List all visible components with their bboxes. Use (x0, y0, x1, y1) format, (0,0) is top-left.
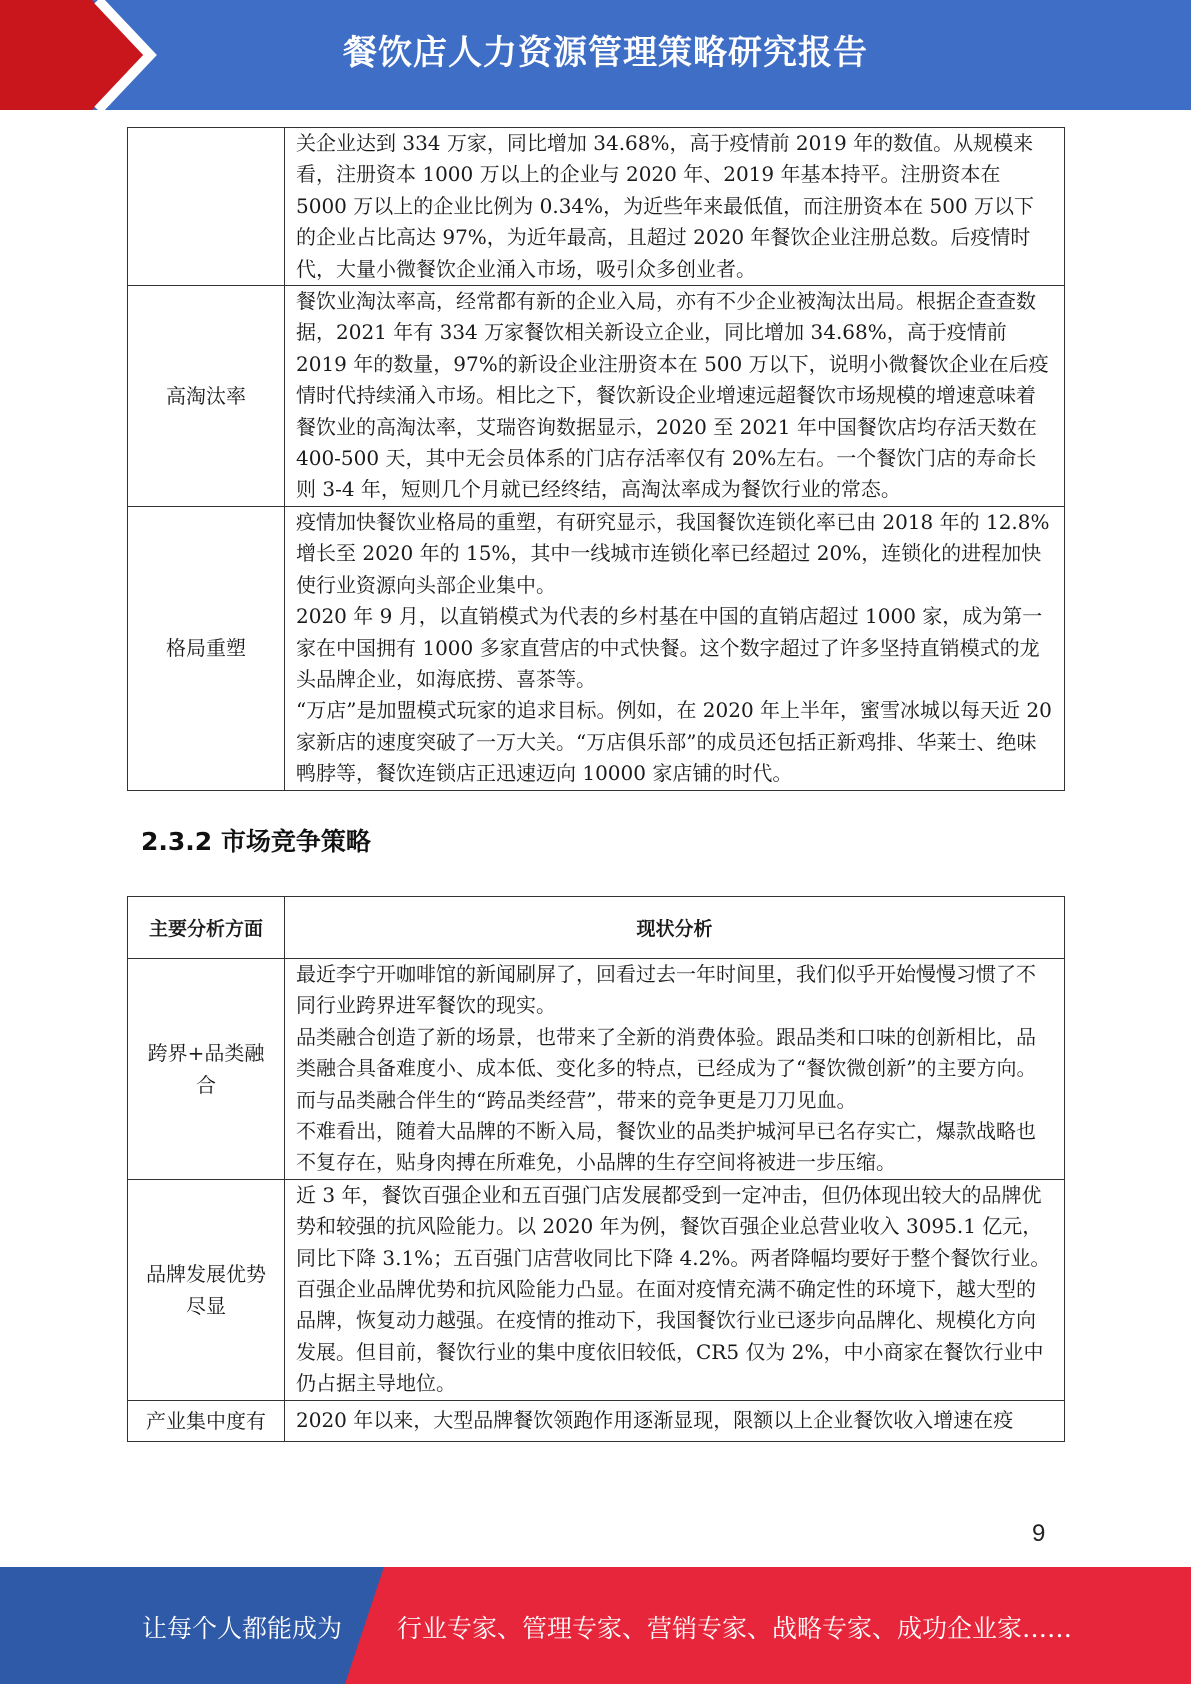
paragraph: 关企业达到 334 万家，同比增加 34.68%，高于疫情前 2019 年的数值。从规模来看，注册资本 1000 万以上的企业与 2020 年、2019 年基本持平。注册资本在 5000 万以上的企业比例为 0.34%，为近些年来最低值，而注册资本在 500 万以下的企业占比高达 97%，为近年最高，且超过 2020 年餐饮企业注册总数。后疫情时代，大量小微餐饮企业涌入市场，吸引众多创业者。 (296, 131, 1035, 281)
paragraph: “万店”是加盟模式玩家的追求目标。例如，在 2020 年上半年，蜜雪冰城以每天近 20 家新店的速度突破了一万大关。“万店俱乐部”的成员还包括正新鸡排、华莱士、绝味鸭脖等，餐饮连锁店正迅速迈向 10000 家店铺的时代。 (296, 698, 1052, 786)
paragraph: 疫情加快餐饮业格局的重塑，有研究显示，我国餐饮连锁化率已由 2018 年的 12.8%增长至 2020 年的 15%，其中一线城市连锁化率已经超过 20%，连锁化的进程加快使行业资源向头部企业集中。 (296, 509, 1050, 597)
page-footer (0, 1567, 1191, 1684)
table-row (128, 128, 1065, 286)
header-analysis: 现状分析 (285, 897, 1065, 959)
paragraph: 最近李宁开咖啡馆的新闻刷屏了，回看过去一年时间里，我们似乎开始慢慢习惯了不同行业跨界进军餐饮的现实。 (296, 962, 1036, 1018)
row-label: 产业集中度有 (128, 1400, 285, 1441)
row-label: 品牌发展优势尽显 (128, 1179, 285, 1400)
table-row (128, 506, 1065, 790)
page-number: 9 (1032, 1520, 1046, 1547)
paragraph: 2020 年以来，大型品牌餐饮领跑作用逐渐显现，限额以上企业餐饮收入增速在疫 (296, 1407, 1014, 1432)
paragraph: 餐饮业淘汰率高，经常都有新的企业入局，亦有不少企业被淘汰出局。根据企查查数据，2021 年有 334 万家餐饮相关新设立企业，同比增加 34.68%，高于疫情前 2019 年的数量，97%的新设企业注册资本在 500 万以下，说明小微餐饮企业在后疫情时代持续涌入市场。相比之下，餐饮新设企业增速远超餐饮市场规模的增速意味着餐饮业的高淘汰率，艾瑞咨询数据显示，2020 至 2021 年中国餐饮店均存活天数在 400-500 天，其中无会员体系的门店存活率仅有 20%左右。一个餐饮门店的寿命长则 3-4 年，短则几个月就已经终结，高淘汰率成为餐饮行业的常态。 (296, 289, 1049, 502)
row-label: 跨界+品类融合 (128, 959, 285, 1180)
report-title: 餐饮店人力资源管理策略研究报告 (343, 33, 868, 73)
row-label (128, 128, 285, 286)
paragraph: 2020 年 9 月，以直销模式为代表的乡村基在中国的直销店超过 1000 家，成为第一家在中国拥有 1000 多家直营店的中式快餐。这个数字超过了许多坚持直销模式的龙头品牌企业，如海底捞、喜茶等。 (296, 604, 1043, 691)
table-row (128, 1400, 1065, 1441)
paragraph: 而与品类融合伴生的“跨品类经营”，带来的竞争更是刀刀见血。 (296, 1087, 857, 1112)
section-heading: 2.3.2 市场竞争策略 (141, 827, 371, 856)
table-header-row (128, 897, 1065, 959)
paragraph: 不难看出，随着大品牌的不断入局，餐饮业的品类护城河早已名存实亡，爆款战略也不复存在，贴身肉搏在所难免，小品牌的生存空间将被进一步压缩。 (296, 1119, 1036, 1175)
table-row (128, 1179, 1065, 1400)
row-content (285, 286, 1065, 507)
row-label: 格局重塑 (128, 506, 285, 790)
row-label: 高淘汰率 (128, 286, 285, 507)
paragraph: 近 3 年，餐饮百强企业和五百强门店发展都受到一定冲击，但仍体现出较大的品牌优势和较强的抗风险能力。以 2020 年为例，餐饮百强企业总营业收入 3095.1 亿元，同比下降 3.1%；五百强门店营收同比下降 4.2%。两者降幅均要好于整个餐饮行业。 (296, 1182, 1051, 1270)
table-row (128, 959, 1065, 1180)
footer-slogan-right: 行业专家、管理专家、营销专家、战略专家、成功企业家…… (397, 1614, 1073, 1643)
header-aspect: 主要分析方面 (128, 897, 285, 959)
row-content (285, 959, 1065, 1180)
footer-slogan-left: 让每个人都能成为 (142, 1614, 343, 1643)
competition-strategy-table (127, 896, 1065, 1442)
paragraph: 品类融合创造了新的场景，也带来了全新的消费体验。跟品类和口味的创新相比，品类融合具备难度小、成本低、变化多的特点，已经成为了“餐饮微创新”的主要方向。 (296, 1024, 1037, 1081)
continuation-table (127, 127, 1065, 791)
page-header (0, 0, 1191, 110)
row-content (285, 1179, 1065, 1400)
paragraph: 百强企业品牌优势和抗风险能力凸显。在面对疫情充满不确定性的环境下，越大型的品牌，恢复动力越强。在疫情的推动下，我国餐饮行业已逐步向品牌化、规模化方向发展。但目前，餐饮行业的集中度依旧较低，CR5 仅为 2%，中小商家在餐饮行业中仍占据主导地位。 (296, 1277, 1044, 1396)
row-content (285, 506, 1065, 790)
row-content (285, 1400, 1065, 1441)
row-content (285, 128, 1065, 286)
table-row (128, 286, 1065, 507)
